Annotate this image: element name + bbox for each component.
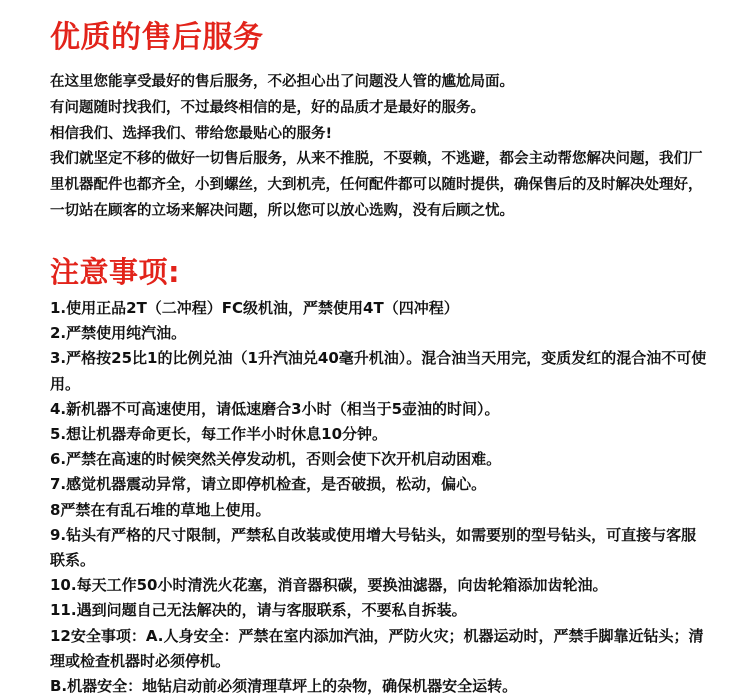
service-paragraph: 在这里您能享受最好的售后服务，不必担心出了问题没人管的尴尬局面。 bbox=[50, 74, 514, 90]
service-paragraph: 有问题随时找我们，不过最终相信的是，好的品质才是最好的服务。 bbox=[50, 99, 485, 116]
service-intro bbox=[50, 70, 710, 225]
service-paragraph: 相信我们、选择我们、带给您最贴心的服务! bbox=[50, 125, 333, 142]
notice-item: 6.严禁在高速的时候突然关停发动机，否则会使下次开机启动困难。 bbox=[50, 450, 502, 469]
notice-item: 8严禁在有乱石堆的草地上使用。 bbox=[50, 500, 271, 519]
notice-item: 3.严格按25比1的比例兑油（1升汽油兑40毫升机油）。混合油当天用完，变质发红的混合油不可使用。 bbox=[50, 349, 707, 393]
notice-item: 1.使用正品2T（二冲程）FC级机油，严禁使用4T（四冲程） bbox=[50, 299, 459, 317]
service-heading: 优质的售后服务 bbox=[50, 20, 264, 55]
notice-item: 4.新机器不可高速使用，请低速磨合3小时（相当于5壶油的时间）。 bbox=[50, 399, 500, 418]
notice-item: 10.每天工作50小时清洗火花塞，消音器积碳，要换油滤器，向齿轮箱添加齿轮油。 bbox=[50, 576, 608, 595]
notice-heading: 注意事项: bbox=[50, 255, 181, 289]
notice-item: 2.严禁使用纯汽油。 bbox=[50, 324, 187, 343]
notice-item: 7.感觉机器震动异常，请立即停机检查，是否破损，松动，偏心。 bbox=[50, 475, 487, 494]
service-paragraph: 我们就坚定不移的做好一切售后服务，从来不推脱，不耍赖，不逃避，都会主动帮您解决问题，我们厂里机器配件也都齐全，小到螺丝，大到机壳，任何配件都可以随时提供，确保售后的及时解决处理好，一切站在顾客的立场来解决问题，所以您可以放心选购，没有后顾之忧。 bbox=[50, 151, 703, 219]
notice-item: B.机器安全：地钻启动前必须清理草坪上的杂物，确保机器安全运转。 bbox=[50, 677, 518, 696]
notice-list bbox=[50, 296, 710, 699]
notice-item: 5.想让机器寿命更长，每工作半小时休息10分钟。 bbox=[50, 425, 388, 444]
notice-item: 12安全事项：A.人身安全：严禁在室内添加汽油，严防火灾；机器运动时，严禁手脚靠近钻头；清理或检查机器时必须停机。 bbox=[50, 626, 704, 670]
notice-item: 9.钻头有严格的尺寸限制，严禁私自改装或使用增大号钻头，如需要别的型号钻头，可直接与客服联系。 bbox=[50, 525, 697, 570]
notice-item: 11.遇到问题自己无法解决的，请与客服联系，不要私自拆装。 bbox=[50, 601, 467, 620]
